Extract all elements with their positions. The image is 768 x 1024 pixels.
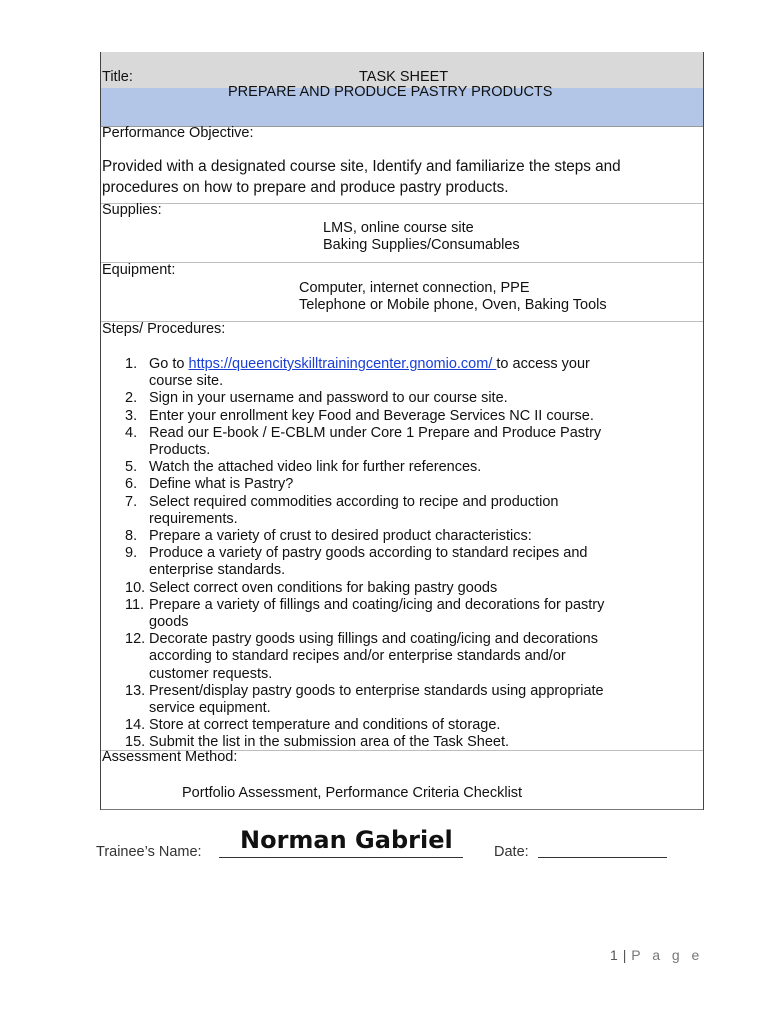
step-number: 7. xyxy=(125,493,138,510)
list-item xyxy=(125,683,695,717)
step-continuation: course site. xyxy=(149,373,224,390)
step-number: 11. xyxy=(125,596,145,613)
step-continuation: requirements. xyxy=(149,510,238,527)
date-label: Date: xyxy=(494,844,529,860)
page-separator: | xyxy=(622,947,627,963)
step-number: 14. xyxy=(125,717,146,734)
step-number: 6. xyxy=(125,476,138,493)
step-text: to access your xyxy=(496,356,590,372)
step-number: 4. xyxy=(125,424,138,441)
assessment-label: Assessment Method: xyxy=(102,749,238,765)
step-text: Store at correct temperature and conditions of storage. xyxy=(149,717,501,734)
supplies-item-2: Baking Supplies/Consumables xyxy=(323,237,520,253)
step-continuation: customer requests. xyxy=(149,665,273,682)
step-continuation: Products. xyxy=(149,442,211,459)
list-item xyxy=(125,425,695,459)
step-continuation: goods xyxy=(149,614,189,631)
list-item xyxy=(125,528,695,545)
objective-line-2: procedures on how to prepare and produce pastry products. xyxy=(102,179,509,196)
course-site-link[interactable]: https://queencityskilltrainingcenter.gnomio.com/ xyxy=(188,356,497,372)
step-text: Prepare a variety of fillings and coating/icing and decorations for pastry xyxy=(149,596,605,613)
list-item xyxy=(125,356,695,390)
step-text: Present/display pastry goods to enterprise standards using appropriate xyxy=(149,682,604,699)
sheet-type: TASK SHEET xyxy=(359,69,449,85)
step-continuation: enterprise standards. xyxy=(149,562,286,579)
step-continuation: service equipment. xyxy=(149,700,271,717)
step-text: Watch the attached video link for further references. xyxy=(149,459,482,476)
equipment-item-2: Telephone or Mobile phone, Oven, Baking Tools xyxy=(299,297,607,313)
trainee-name-label: Trainee’s Name: xyxy=(96,844,202,860)
divider xyxy=(101,203,703,204)
list-item xyxy=(125,476,695,493)
list-item xyxy=(125,545,695,579)
step-continuation: according to standard recipes and/or enterprise standards and/or xyxy=(149,648,566,665)
step-number: 8. xyxy=(125,528,138,545)
assessment-value: Portfolio Assessment, Performance Criteria Checklist xyxy=(182,785,523,801)
list-item xyxy=(125,580,695,597)
trainee-name: Norman Gabriel xyxy=(240,826,453,854)
list-item xyxy=(125,390,695,407)
divider xyxy=(101,262,703,263)
objective-line-1: Provided with a designated course site, Identify and familiarize the steps and xyxy=(102,158,621,175)
list-item xyxy=(125,494,695,528)
page-number xyxy=(610,947,703,963)
step-text: Produce a variety of pastry goods according to standard recipes and xyxy=(149,545,588,562)
equipment-label: Equipment: xyxy=(102,262,176,278)
steps-label: Steps/ Procedures: xyxy=(102,321,226,337)
sheet-title: PREPARE AND PRODUCE PASTRY PRODUCTS xyxy=(228,84,553,100)
step-number: 5. xyxy=(125,459,138,476)
step-text: Select correct oven conditions for baking pastry goods xyxy=(149,579,498,596)
list-item xyxy=(125,408,695,425)
step-number: 2. xyxy=(125,390,138,407)
list-item xyxy=(125,631,695,683)
step-number: 10. xyxy=(125,579,146,596)
step-text: Go to xyxy=(149,356,189,372)
step-number: 1. xyxy=(125,356,138,372)
trainee-name-line xyxy=(219,857,463,858)
supplies-item-1: LMS, online course site xyxy=(323,220,474,236)
step-text: Define what is Pastry? xyxy=(149,476,294,493)
date-line[interactable] xyxy=(538,857,667,858)
list-item xyxy=(125,597,695,631)
list-item xyxy=(125,459,695,476)
page-number-value: 1 xyxy=(610,947,619,963)
step-number: 3. xyxy=(125,407,138,424)
supplies-label: Supplies: xyxy=(102,202,162,218)
divider xyxy=(101,809,703,810)
step-text: Prepare a variety of crust to desired product characteristics: xyxy=(149,528,532,545)
list-item xyxy=(125,717,695,734)
step-text: Select required commodities according to recipe and production xyxy=(149,493,559,510)
step-number: 13. xyxy=(125,682,146,699)
step-text: Decorate pastry goods using fillings and coating/icing and decorations xyxy=(149,631,598,648)
step-number: 9. xyxy=(125,545,138,562)
step-number: 12. xyxy=(125,631,146,648)
equipment-item-1: Computer, internet connection, PPE xyxy=(299,280,530,296)
step-text: Submit the list in the submission area of the Task Sheet. xyxy=(149,734,510,751)
step-text: Read our E-book / E-CBLM under Core 1 Prepare and Produce Pastry xyxy=(149,424,602,441)
objective-label: Performance Objective: xyxy=(102,125,254,141)
step-number: 15. xyxy=(125,734,146,751)
title-label: Title: xyxy=(102,69,133,85)
page-word: P a g e xyxy=(631,947,704,963)
task-sheet-table xyxy=(100,52,704,810)
step-text: Sign in your username and password to our course site. xyxy=(149,390,508,407)
steps-list xyxy=(125,356,695,752)
step-text: Enter your enrollment key Food and Beverage Services NC II course. xyxy=(149,407,594,424)
